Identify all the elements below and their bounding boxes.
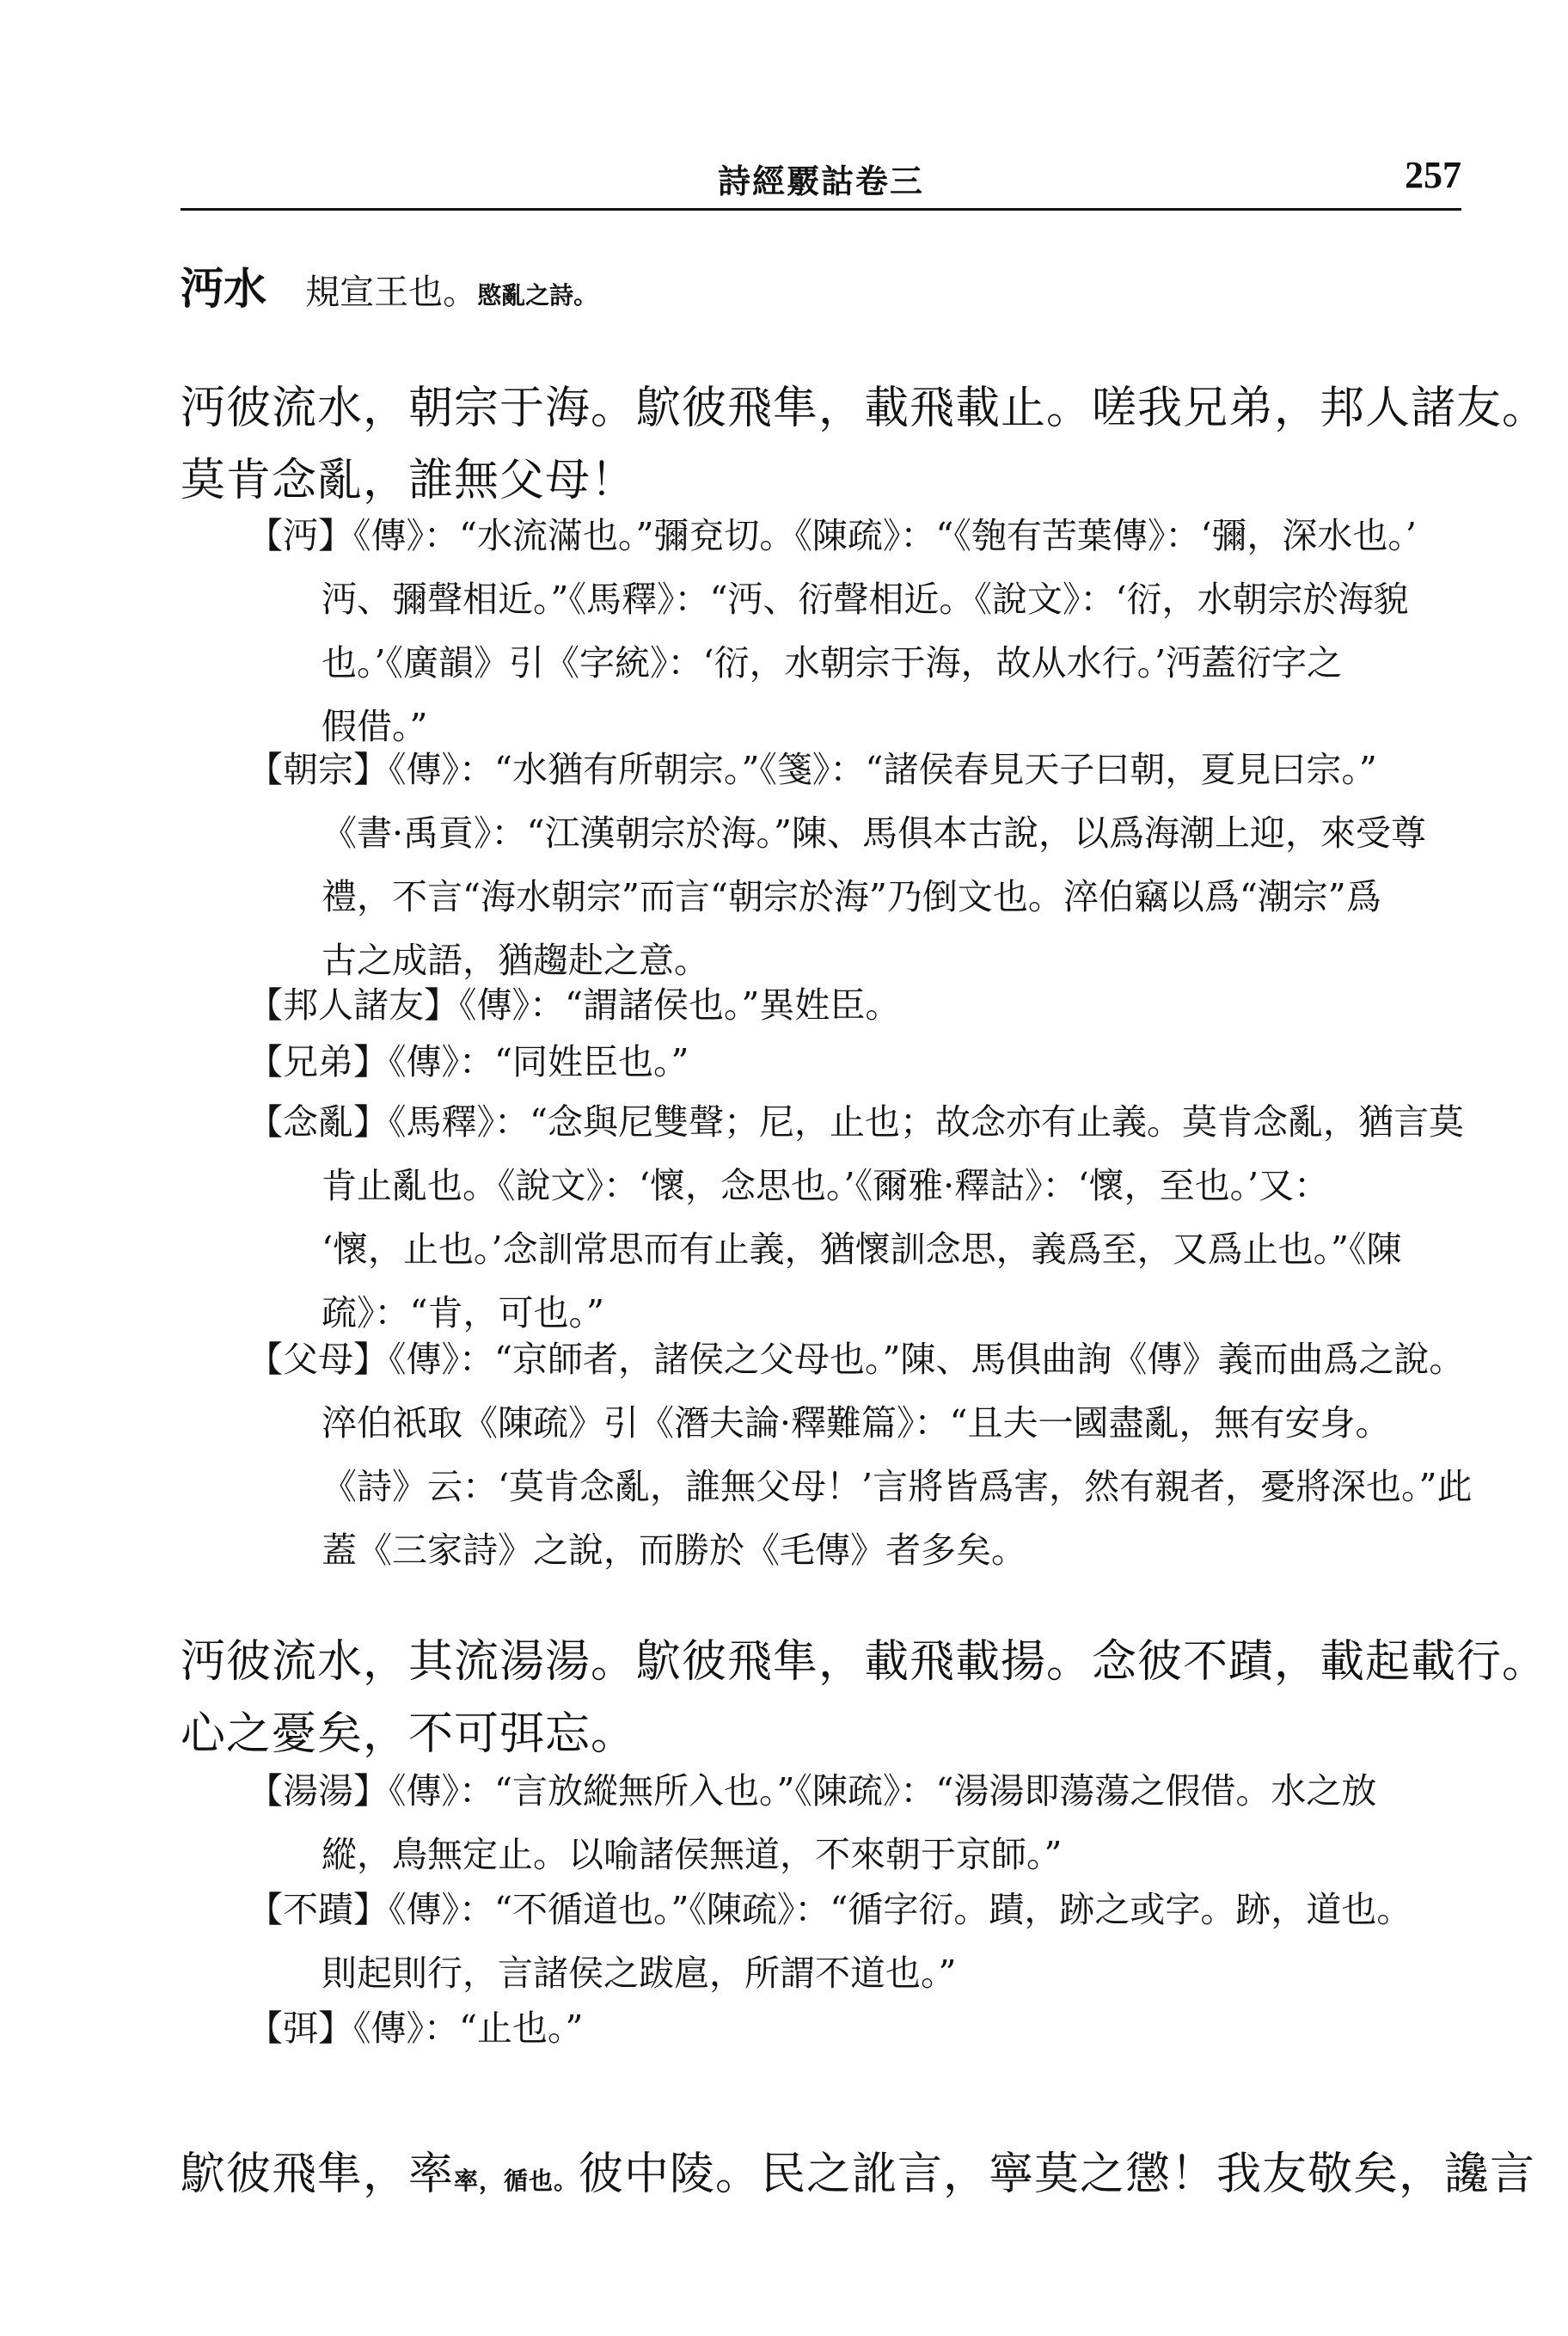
ode-preface-note: 愍亂之詩。 xyxy=(477,281,598,310)
commentary-note xyxy=(248,1996,1463,2060)
running-title: 詩經覈詁卷三 xyxy=(717,162,924,200)
note-line: 【父母】《傳》：“京師者，諸侯之父母也。”陳、馬俱曲詢《傳》義而曲爲之說。 xyxy=(248,1339,1465,1380)
note-line: 【不蹟】《傳》：“不循道也。”《陳疏》：“循字衍。蹟，跡之或字。跡，道也。 xyxy=(248,1889,1412,1930)
note-line: 【念亂】《馬釋》：“念與尼雙聲；尼，止也；故念亦有止義。莫肯念亂，猶言莫 xyxy=(248,1101,1464,1143)
poem-line xyxy=(181,2137,1535,2202)
note-line: 【沔】《傳》：“水流滿也。”彌兗切。《陳疏》：“《匏有苦葉傳》：‘彌，深水也。’ xyxy=(248,515,1417,556)
poem-line: 莫肯念亂，誰無父母！ xyxy=(181,455,637,506)
ode-heading xyxy=(181,254,597,316)
poem-line: 沔彼流水，其流湯湯。鴥彼飛隼，載飛載揚。念彼不蹟，載起載行。 xyxy=(181,1636,1548,1688)
note-line: 【邦人諸友】《傳》：“謂諸侯也。”異姓臣。 xyxy=(248,984,901,1026)
note-line: 《書·禹貢》：“江漢朝宗於海。”陳、馬俱本古說，以爲海潮上迎，來受尊 xyxy=(322,812,1426,854)
note-line: 古之成語，猶趨赴之意。 xyxy=(322,940,709,981)
note-line: 肯止亂也。《說文》：‘懷，念思也。’《爾雅·釋詁》：‘懷，至也。’又： xyxy=(322,1165,1330,1206)
commentary-note xyxy=(248,504,1463,758)
poem-line: 沔彼流水，朝宗于海。鴥彼飛隼，載飛載止。嗟我兄弟，邦人諸友。 xyxy=(181,383,1548,434)
note-line: ‘懷，止也。’念訓常思而有止義，猶懷訓念思，義爲至，又爲止也。”《陳 xyxy=(322,1229,1402,1270)
poem-text: 鴥彼飛隼，率 xyxy=(181,2149,455,2200)
commentary-note xyxy=(248,1759,1463,1886)
running-header xyxy=(181,148,1461,211)
note-line: 縱，鳥無定止。以喻諸侯無道，不來朝于京師。” xyxy=(322,1834,1063,1875)
note-line: 【朝宗】《傳》：“水猶有所朝宗。”《箋》：“諸侯春見天子曰朝，夏見曰宗。” xyxy=(248,749,1377,790)
note-line: 【湯湯】《傳》：“言放縱無所入也。”《陳疏》：“湯湯即蕩蕩之假借。水之放 xyxy=(248,1770,1377,1812)
commentary-note xyxy=(248,1030,1463,1094)
note-line: 淬伯祇取《陳疏》引《潛夫論·釋難篇》：“且夫一國盡亂，無有安身。 xyxy=(322,1402,1391,1444)
note-line: 也。’《廣韻》引《字統》：‘衍，水朝宗于海，故从水行。’沔蓋衍字之 xyxy=(322,642,1343,684)
ode-title: 沔水 xyxy=(181,264,266,314)
note-line: 則起則行，言諸侯之跋扈，所謂不道也。” xyxy=(322,1953,957,1994)
poem-line: 心之憂矣，不可弭忘。 xyxy=(181,1708,637,1760)
note-line: 蓋《三家詩》之說，而勝於《毛傳》者多矣。 xyxy=(322,1530,1026,1571)
commentary-note xyxy=(248,973,1463,1037)
ode-preface: 規宣王也。 xyxy=(305,273,478,312)
note-line: 【弭】《傳》：“止也。” xyxy=(248,2008,584,2049)
commentary-note xyxy=(248,1090,1463,1345)
inline-gloss: 率，循也。 xyxy=(454,2167,579,2195)
note-line: 假借。” xyxy=(322,706,428,747)
commentary-note xyxy=(248,738,1463,992)
commentary-note xyxy=(248,1878,1463,2005)
note-line: 禮，不言“海水朝宗”而言“朝宗於海”乃倒文也。淬伯竊以爲“潮宗”爲 xyxy=(322,876,1381,917)
note-line: 《詩》云：‘莫肯念亂，誰無父母！’言將皆爲害，然有親者，憂將深也。”此 xyxy=(322,1466,1473,1507)
page-number: 257 xyxy=(1405,154,1461,196)
poem-text: 彼中陵。民之訛言，寧莫之懲！我友敬矣，讒言 xyxy=(579,2149,1536,2200)
note-line: 【兄弟】《傳》：“同姓臣也。” xyxy=(248,1041,689,1082)
note-line: 疏》：“肯，可也。” xyxy=(322,1292,604,1334)
commentary-note xyxy=(248,1327,1473,1582)
note-line: 沔、彌聲相近。”《馬釋》：“沔、衍聲相近。《說文》：‘衍，水朝宗於海貌 xyxy=(322,579,1409,620)
